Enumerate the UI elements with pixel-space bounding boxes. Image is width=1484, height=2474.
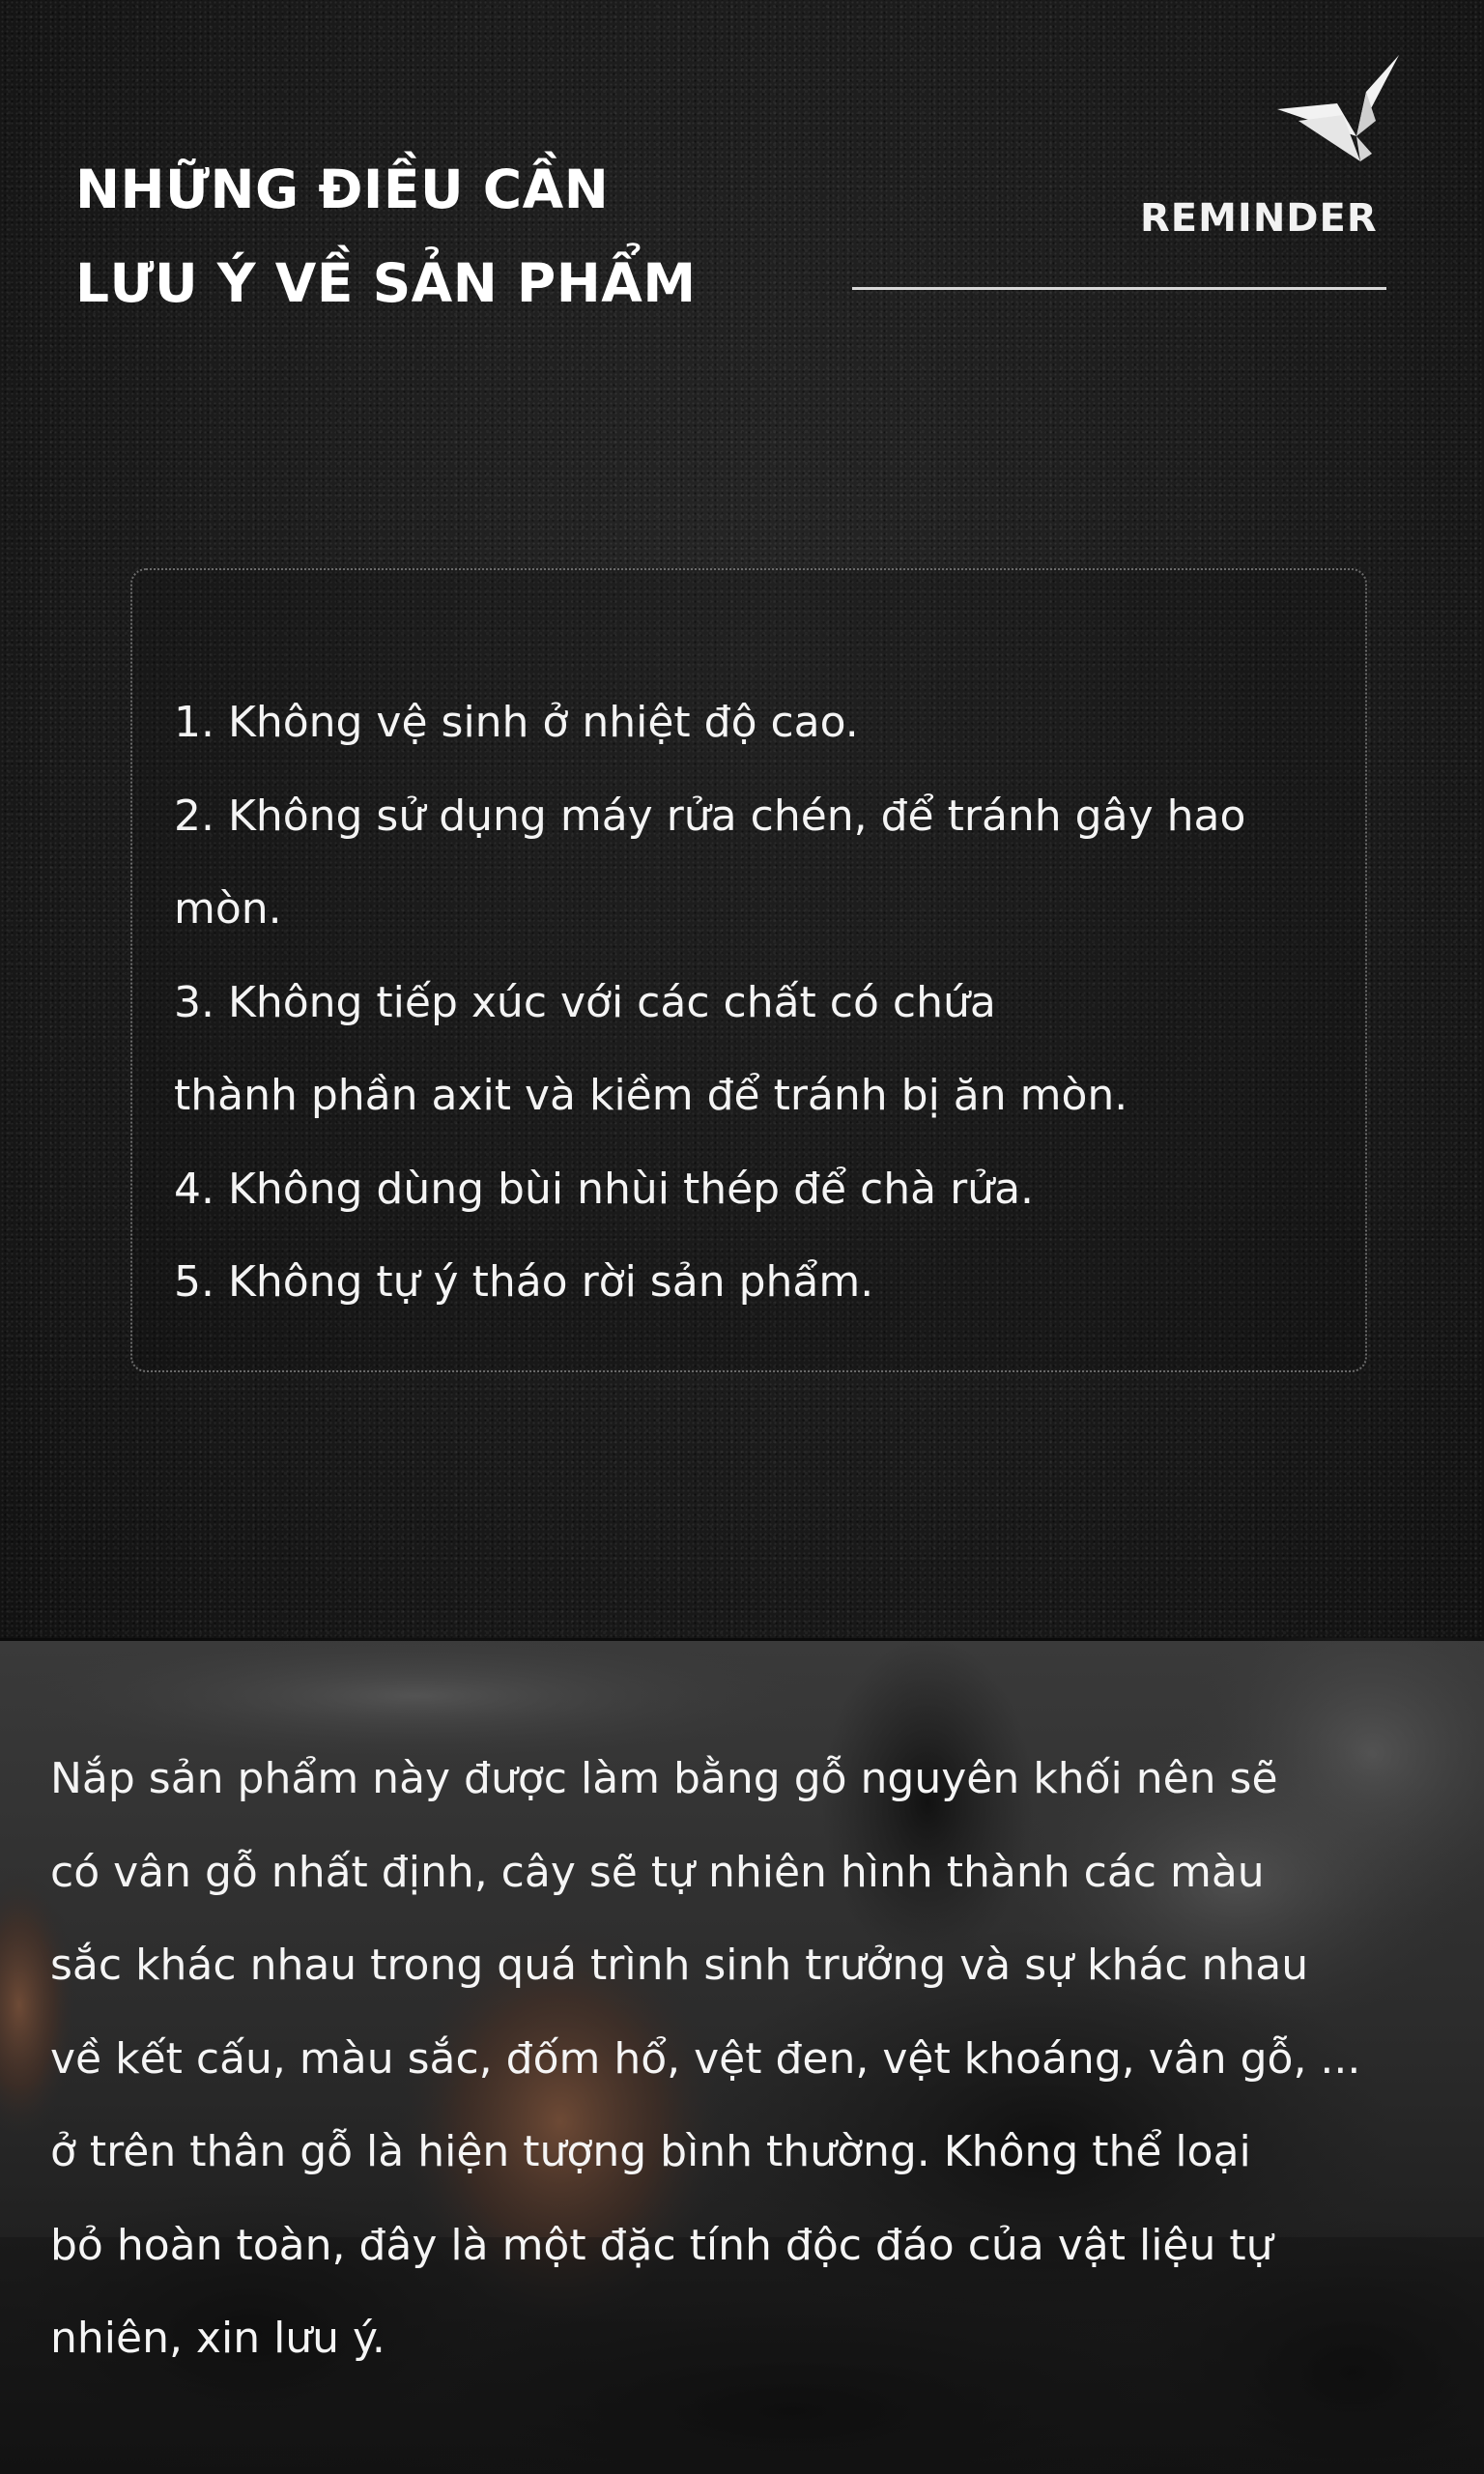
page-title-line: NHỮNG ĐIỀU CẦN: [75, 158, 610, 220]
wood-grain-notice: [50, 1733, 1441, 2386]
wood-note-line: nhiên, xin lưu ý.: [50, 2314, 385, 2363]
notice-item: 2. Không sử dụng máy rửa chén, để tránh gây hao: [174, 791, 1246, 841]
notice-item: mòn.: [174, 884, 282, 934]
wood-note-line: có vân gỗ nhất định, cây sẽ tự nhiên hình thành các màu: [50, 1847, 1265, 1897]
notice-box: [130, 568, 1367, 1372]
notice-list: [174, 676, 1357, 1330]
wood-note-line: sắc khác nhau trong quá trình sinh trưởng và sự khác nhau: [50, 1941, 1309, 1990]
page-title: [75, 143, 771, 331]
brand-label: REMINDER: [1140, 196, 1378, 241]
page-title-line: LƯU Ý VỀ SẢN PHẨM: [75, 252, 697, 314]
notice-item: 3. Không tiếp xúc với các chất có chứa: [174, 977, 996, 1027]
notice-item: 4. Không dùng bùi nhùi thép để chà rửa.: [174, 1164, 1035, 1214]
wood-note-line: bỏ hoàn toàn, đây là một đặc tính độc đáo của vật liệu tự: [50, 2220, 1273, 2270]
notice-item: 5. Không tự ý tháo rời sản phẩm.: [174, 1257, 874, 1307]
bird-logo-icon: [1275, 53, 1401, 169]
wood-info-section: [0, 1638, 1484, 2474]
header-divider: [852, 287, 1386, 290]
notice-item: thành phần axit và kiềm để tránh bị ăn mòn.: [174, 1071, 1128, 1120]
brand-block: [1121, 53, 1401, 246]
wood-note-line: ở trên thân gỗ là hiện tượng bình thường. Không thể loại: [50, 2127, 1251, 2176]
wood-note-line: về kết cấu, màu sắc, đốm hổ, vệt đen, vệt khoáng, vân gỗ, ...: [50, 2033, 1361, 2084]
notice-item: 1. Không vệ sinh ở nhiệt độ cao.: [174, 698, 859, 747]
wood-note-line: Nắp sản phẩm này được làm bằng gỗ nguyên khối nên sẽ: [50, 1754, 1278, 1803]
